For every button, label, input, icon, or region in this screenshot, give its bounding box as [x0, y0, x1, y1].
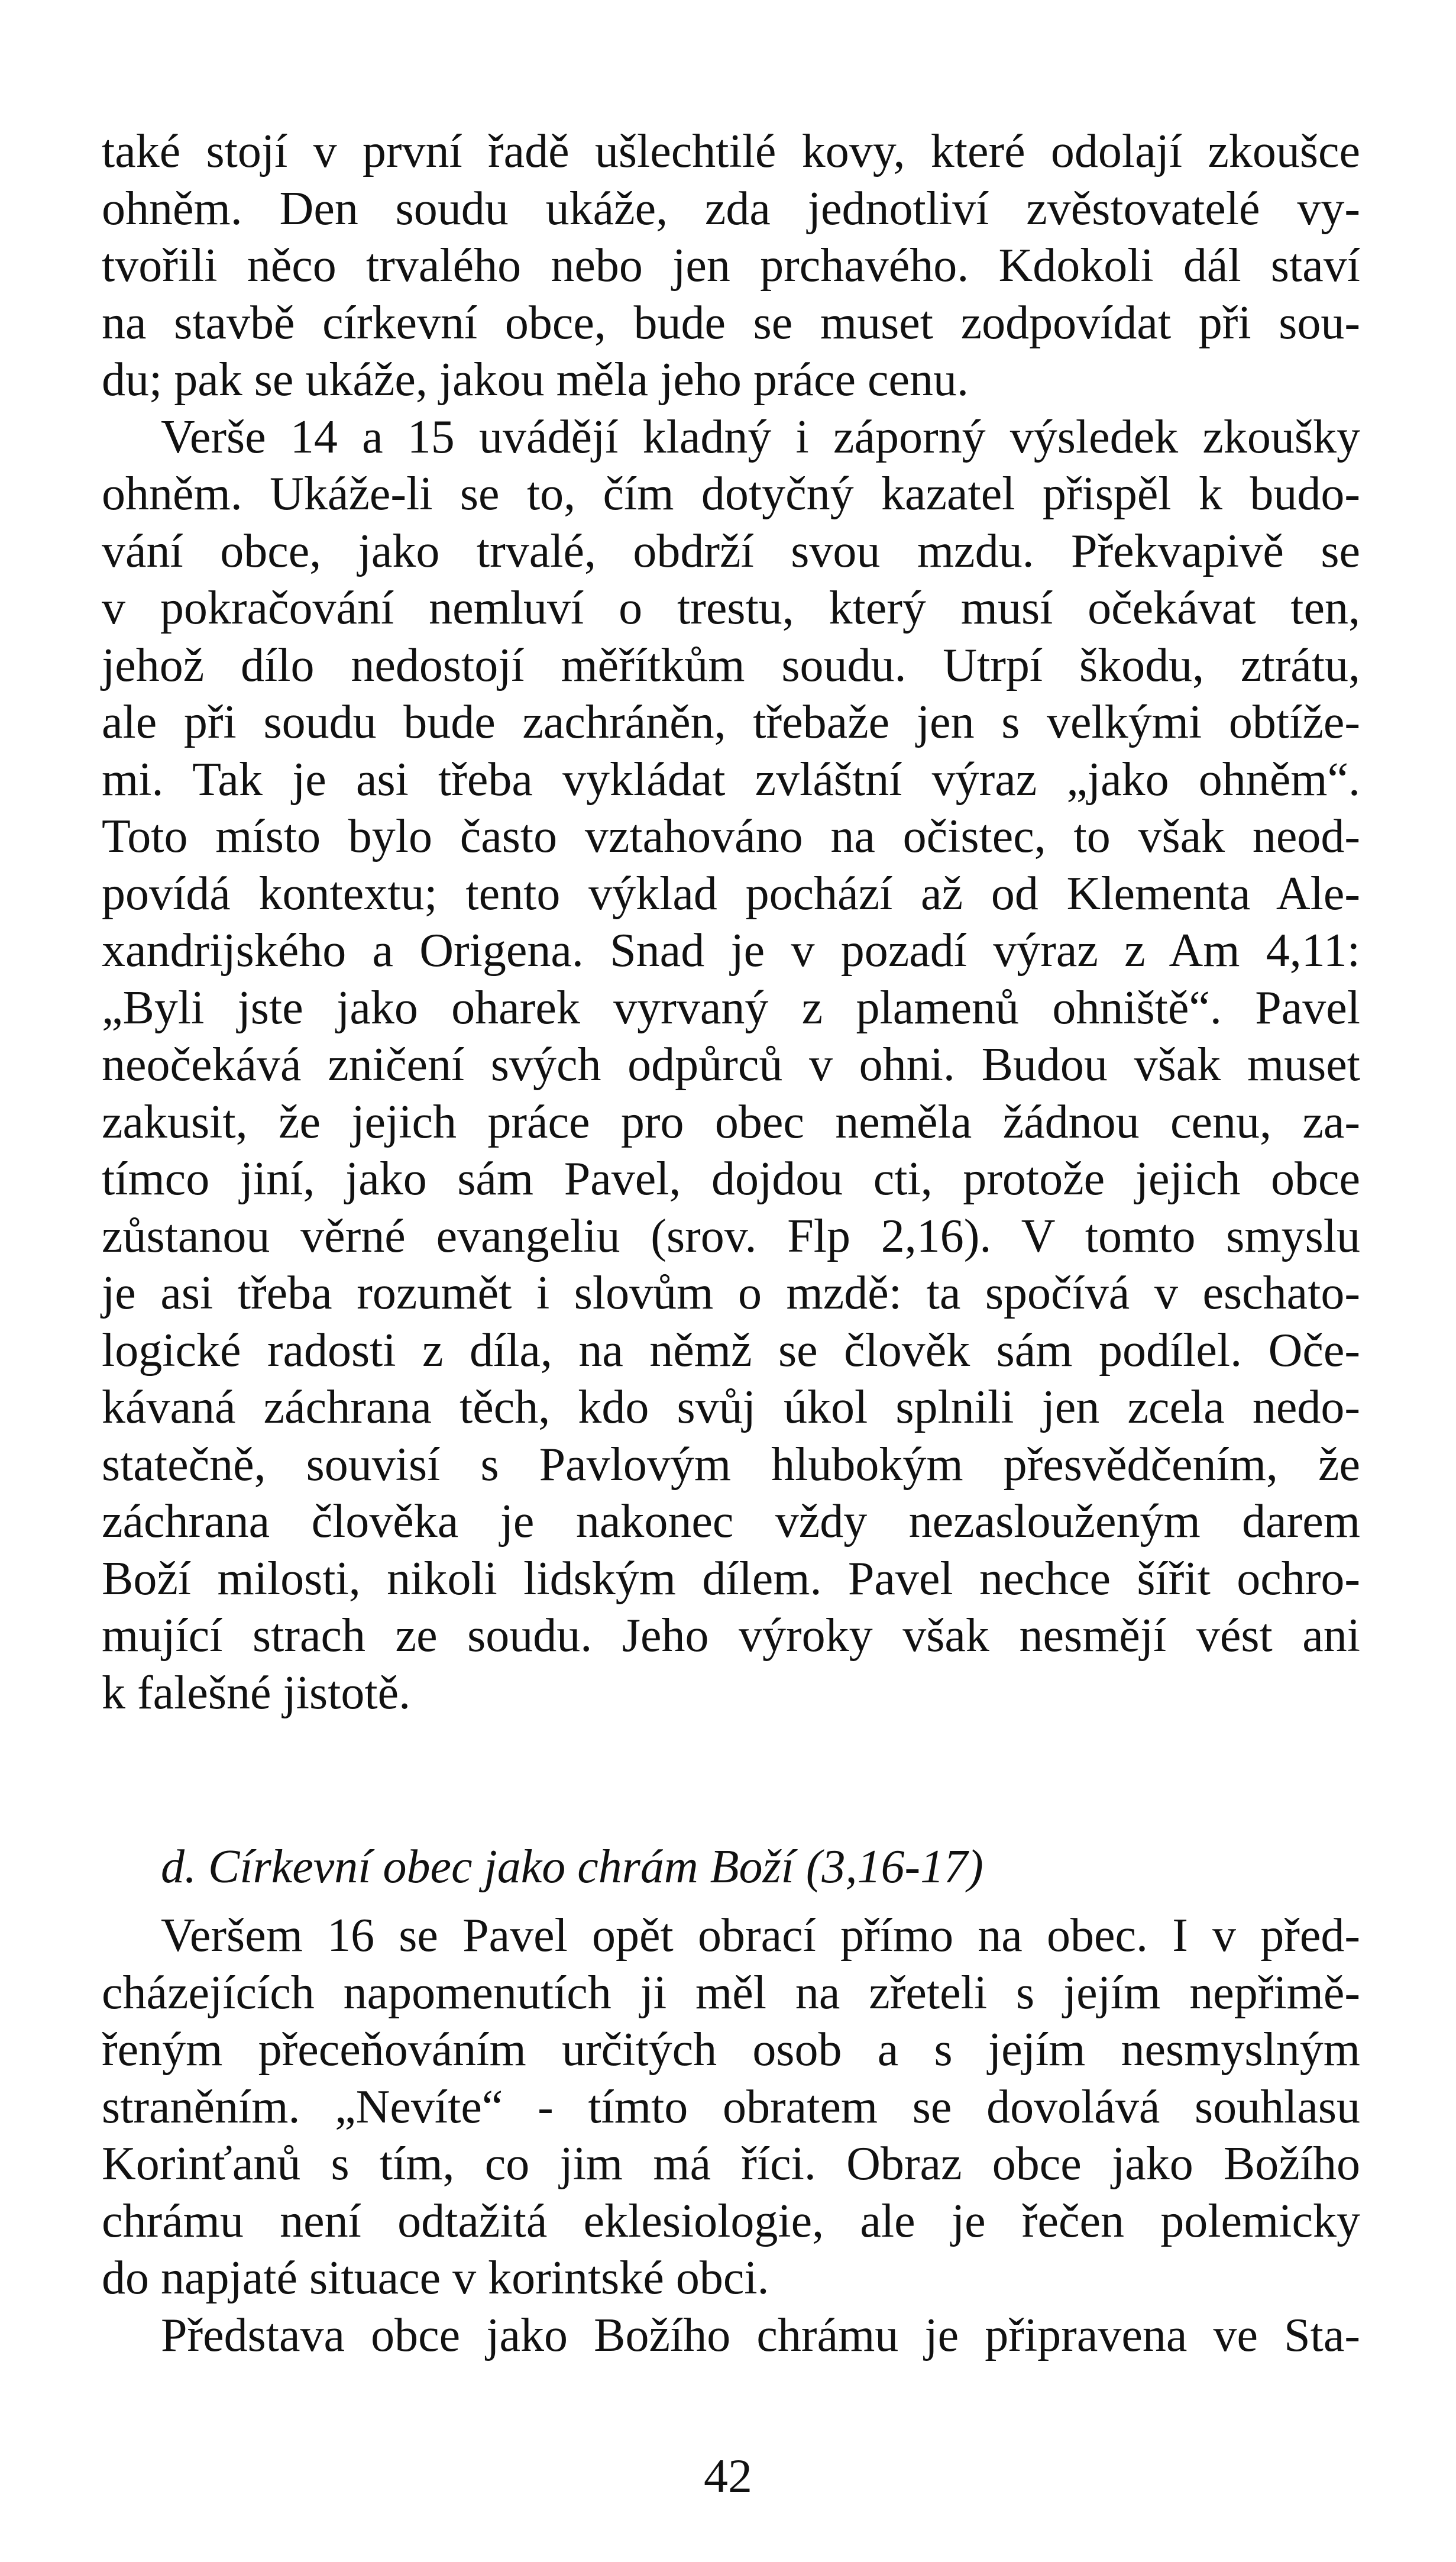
- text-line: jehož dílo nedostojí měřítkům soudu. Utrpí škodu, ztrátu,: [102, 639, 1360, 692]
- text-line: vání obce, jako trvalé, obdrží svou mzdu. Překvapivě se: [102, 525, 1360, 577]
- text-line: k falešné jistotě.: [102, 1666, 411, 1719]
- section-heading: d. Církevní obec jako chrám Boží (3,16-17): [161, 1841, 983, 1893]
- body-text-section-1: [102, 123, 1360, 1721]
- text-line: „Byli jste jako oharek vyrvaný z plamenů ohniště“. Pavel: [102, 981, 1360, 1034]
- text-line: mi. Tak je asi třeba vykládat zvláštní výraz „jako ohněm“.: [102, 753, 1360, 806]
- text-line: Toto místo bylo často vztahováno na očistec, to však neod-: [102, 810, 1360, 862]
- text-line: statečně, souvisí s Pavlovým hlubokým přesvědčením, že: [102, 1438, 1360, 1491]
- text-line: xandrijského a Origena. Snad je v pozadí výraz z Am 4,11:: [102, 925, 1360, 977]
- text-line: neočekává zničení svých odpůrců v ohni. Budou však muset: [102, 1039, 1360, 1091]
- text-line: je asi třeba rozumět i slovům o mzdě: ta spočívá v eschato-: [102, 1267, 1360, 1319]
- page-number: 42: [704, 2449, 752, 2503]
- text-line: ohněm. Den soudu ukáže, zda jednotliví zvěstovatelé vy-: [102, 182, 1360, 235]
- text-line: tímco jiní, jako sám Pavel, dojdou cti, protože jejich obce: [102, 1153, 1360, 1205]
- text-line: povídá kontextu; tento výklad pochází až od Klementa Ale-: [102, 867, 1360, 920]
- text-line: na stavbě církevní obce, bude se muset zodpovídat při sou-: [102, 296, 1360, 349]
- text-line: straněním. „Nevíte“ - tímto obratem se dovolává souhlasu: [102, 2080, 1360, 2133]
- text-line: du; pak se ukáže, jakou měla jeho práce cenu.: [102, 354, 969, 406]
- text-line: cházejících napomenutích ji měl na zřeteli s jejím nepřimě-: [102, 1966, 1360, 2019]
- text-line: Představa obce jako Božího chrámu je připravena ve Sta-: [161, 2309, 1360, 2361]
- text-line: také stojí v první řadě ušlechtilé kovy, které odolají zkoušce: [102, 125, 1360, 177]
- text-line: kávaná záchrana těch, kdo svůj úkol splnili jen zcela nedo-: [102, 1381, 1360, 1433]
- text-line: tvořili něco trvalého nebo jen prchavého. Kdokoli dál staví: [102, 240, 1360, 292]
- text-line: záchrana člověka je nakonec vždy nezaslouženým darem: [102, 1495, 1360, 1547]
- text-line: ohněm. Ukáže-li se to, čím dotyčný kazatel přispěl k budo-: [102, 468, 1360, 520]
- body-text-section-2: [102, 1907, 1360, 2364]
- text-line: Veršem 16 se Pavel opět obrací přímo na obec. I v před-: [161, 1910, 1360, 1962]
- text-line: Korinťanů s tím, co jim má říci. Obraz obce jako Božího: [102, 2138, 1360, 2190]
- text-line: do napjaté situace v korintské obci.: [102, 2252, 769, 2304]
- text-line: v pokračování nemluví o trestu, který musí očekávat ten,: [102, 582, 1360, 634]
- text-line: ale při soudu bude zachráněn, třebaže jen s velkými obtíže-: [102, 696, 1360, 748]
- text-line: zůstanou věrné evangeliu (srov. Flp 2,16). V tomto smyslu: [102, 1210, 1360, 1262]
- text-line: zakusit, že jejich práce pro obec neměla žádnou cenu, za-: [102, 1096, 1360, 1148]
- text-line: řeným přeceňováním určitých osob a s jejím nesmyslným: [102, 2024, 1360, 2076]
- text-line: chrámu není odtažitá eklesiologie, ale je řečen polemicky: [102, 2195, 1360, 2247]
- text-line: mující strach ze soudu. Jeho výroky však nesmějí vést ani: [102, 1610, 1360, 1662]
- text-line: logické radosti z díla, na němž se člověk sám podílel. Oče-: [102, 1324, 1360, 1377]
- text-line: Boží milosti, nikoli lidským dílem. Pavel nechce šířit ochro-: [102, 1552, 1360, 1605]
- text-line: Verše 14 a 15 uvádějí kladný i záporný výsledek zkoušky: [161, 411, 1360, 463]
